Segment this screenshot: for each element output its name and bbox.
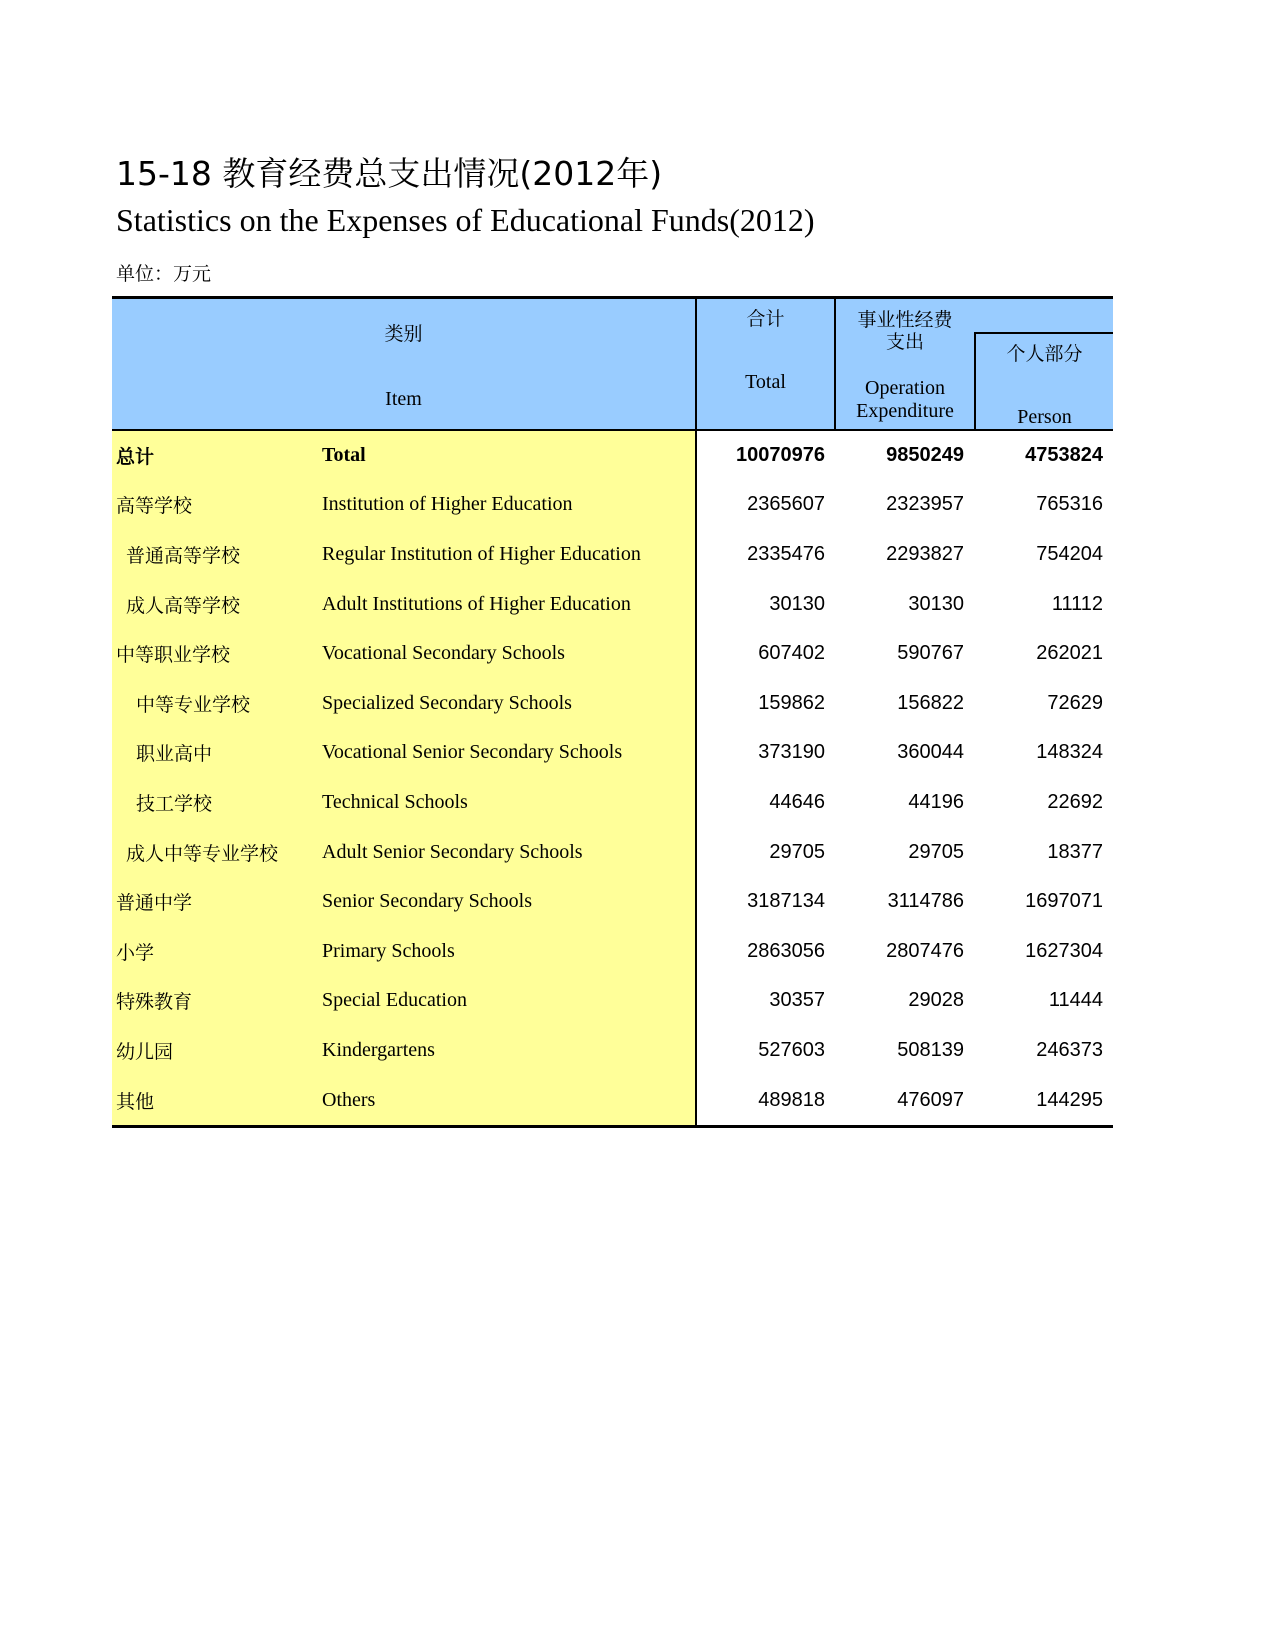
row-item-cn: 特殊教育	[112, 976, 322, 1026]
row-operation: 156822	[897, 691, 964, 714]
header-total-en: Total	[745, 371, 786, 393]
row-total: 2863056	[747, 939, 825, 962]
row-operation: 2293827	[886, 542, 964, 565]
row-operation: 29028	[908, 989, 964, 1012]
table-row	[112, 976, 1113, 1026]
row-item-cn: 幼儿园	[112, 1026, 322, 1076]
row-person: 148324	[1036, 741, 1103, 764]
row-item-en: Total	[322, 430, 696, 481]
row-operation: 44196	[908, 790, 964, 813]
page-title-chinese: 15-18 教育经费总支出情况(2012年)	[116, 154, 663, 193]
row-person: 144295	[974, 1075, 1113, 1126]
row-item-en: Others	[322, 1075, 696, 1126]
table-row	[112, 678, 1113, 728]
row-item-cn: 普通中学	[112, 877, 322, 927]
row-item-en: Regular Institution of Higher Education	[322, 530, 696, 580]
header-operation-cn: 事业性经费 支出	[857, 309, 953, 353]
row-total: 44646	[769, 790, 825, 813]
table-row	[112, 430, 1113, 481]
header-operation-en: Operation Expenditure	[856, 377, 954, 422]
row-operation: 29705	[908, 840, 964, 863]
row-total: 2365607	[747, 493, 825, 516]
table-row	[112, 1075, 1113, 1126]
row-total: 3187134	[747, 890, 825, 913]
row-total: 30357	[769, 989, 825, 1012]
row-item-en: Institution of Higher Education	[322, 480, 696, 530]
row-item-en: Specialized Secondary Schools	[322, 678, 696, 728]
header-item-cn: 类别	[384, 323, 423, 345]
header-person-box	[974, 332, 1113, 429]
row-total: 607402	[758, 642, 825, 665]
row-person: 72629	[1047, 691, 1103, 714]
row-operation: 590767	[897, 642, 964, 665]
table-row	[112, 728, 1113, 778]
table-row	[112, 778, 1113, 828]
row-item-cn: 技工学校	[112, 778, 322, 828]
row-person: 246373	[1036, 1038, 1103, 1061]
row-item-cn: 总计	[112, 430, 322, 481]
row-operation: 2323957	[886, 493, 964, 516]
header-person	[974, 298, 1113, 430]
table-row	[112, 579, 1113, 629]
row-item-cn: 小学	[112, 926, 322, 976]
row-operation: 30130	[908, 592, 964, 615]
table-row	[112, 877, 1113, 927]
row-operation: 476097	[835, 1075, 974, 1126]
row-total: 29705	[769, 840, 825, 863]
row-item-cn: 其他	[112, 1075, 322, 1126]
header-item	[112, 298, 696, 430]
row-person: 754204	[1036, 542, 1103, 565]
row-total: 30130	[769, 592, 825, 615]
row-person: 18377	[1047, 840, 1103, 863]
header-item-en: Item	[385, 388, 422, 410]
row-item-en: Special Education	[322, 976, 696, 1026]
header-person-cn: 个人部分	[1006, 343, 1083, 365]
table-row	[112, 480, 1113, 530]
row-operation: 360044	[897, 741, 964, 764]
row-total: 2335476	[747, 542, 825, 565]
row-person: 4753824	[1025, 443, 1103, 466]
row-total: 10070976	[736, 443, 825, 466]
row-item-en: Primary Schools	[322, 926, 696, 976]
row-person: 262021	[1036, 642, 1103, 665]
table-row	[112, 1026, 1113, 1076]
row-item-cn: 成人高等学校	[112, 579, 322, 629]
table-row	[112, 926, 1113, 976]
row-person: 11112	[1051, 592, 1103, 615]
table-body	[112, 430, 1113, 1127]
table-row	[112, 530, 1113, 580]
row-operation: 2807476	[886, 939, 964, 962]
row-item-en: Vocational Secondary Schools	[322, 629, 696, 679]
row-item-en: Senior Secondary Schools	[322, 877, 696, 927]
row-item-cn: 中等职业学校	[112, 629, 322, 679]
header-total-cn: 合计	[746, 308, 785, 330]
row-operation: 3114786	[887, 890, 964, 913]
row-item-en: Adult Senior Secondary Schools	[322, 827, 696, 877]
row-operation: 508139	[897, 1038, 964, 1061]
table-row	[112, 629, 1113, 679]
row-item-cn: 职业高中	[112, 728, 322, 778]
header-operation	[835, 298, 974, 430]
row-total: 159862	[758, 691, 825, 714]
row-person: 1697071	[1025, 890, 1103, 913]
header-total	[696, 298, 835, 430]
row-item-cn: 成人中等专业学校	[112, 827, 322, 877]
row-item-cn: 高等学校	[112, 480, 322, 530]
row-person: 11444	[1048, 989, 1103, 1012]
row-total: 373190	[758, 741, 825, 764]
row-person: 1627304	[1025, 939, 1103, 962]
table-header-row	[112, 298, 1113, 430]
row-item-cn: 普通高等学校	[112, 530, 322, 580]
unit-label: 单位：万元	[116, 263, 212, 285]
row-item-en: Kindergartens	[322, 1026, 696, 1076]
header-person-en: Person	[1017, 406, 1072, 428]
row-person: 22692	[1047, 790, 1103, 813]
row-item-en: Technical Schools	[322, 778, 696, 828]
row-total: 489818	[696, 1075, 835, 1126]
page-title-english: Statistics on the Expenses of Educational Funds(2012)	[116, 202, 815, 238]
row-item-en: Adult Institutions of Higher Education	[322, 579, 696, 629]
row-operation: 9850249	[886, 443, 964, 466]
table-row	[112, 827, 1113, 877]
row-total: 527603	[758, 1038, 825, 1061]
row-person: 765316	[1036, 493, 1103, 516]
row-item-cn: 中等专业学校	[112, 678, 322, 728]
expenses-table	[112, 296, 1113, 1128]
row-item-en: Vocational Senior Secondary Schools	[322, 728, 696, 778]
